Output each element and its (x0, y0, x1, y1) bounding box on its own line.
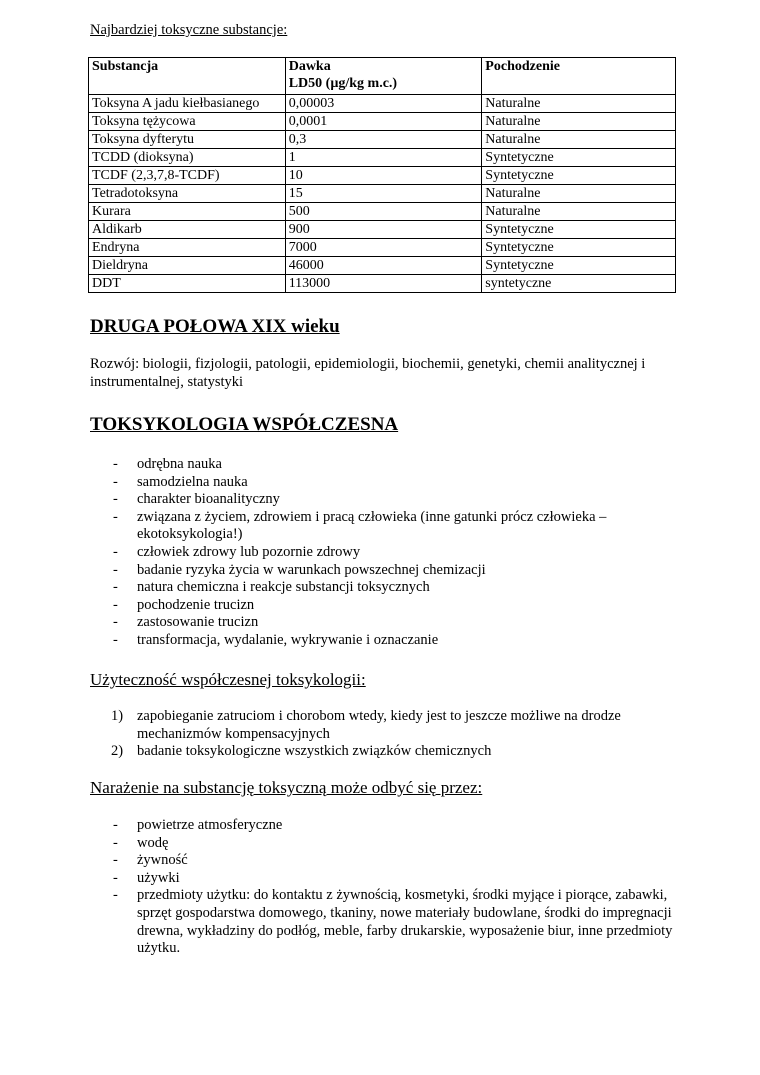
bullet-dash: - (113, 869, 118, 886)
section-heading-19th-century: DRUGA POŁOWA XIX wieku (90, 316, 340, 337)
table-row (89, 149, 676, 167)
list-item (113, 491, 677, 509)
header-dose-line2: LD50 (µg/kg m.c.) (288, 76, 398, 91)
table-row (89, 131, 676, 149)
list-item (113, 834, 682, 853)
header-dose-line1: Dawka (288, 59, 331, 74)
bullet-dash: - (113, 614, 118, 631)
cell-substance: Endryna (89, 239, 286, 257)
list-item-text: żywność (137, 852, 188, 869)
cell-substance: Kurara (89, 203, 286, 221)
section-heading-usefulness: Użyteczność współczesnej toksykologii: (90, 670, 366, 689)
numbered-item-text: badanie toksykologiczne wszystkich związków chemicznych (137, 743, 492, 760)
cell-substance: Toksyna A jadu kiełbasianego (89, 95, 286, 113)
bullet-dash: - (113, 596, 118, 613)
cell-dose: 46000 (285, 257, 482, 275)
exposure-list (113, 817, 682, 958)
development-paragraph: Rozwój: biologii, fizjologii, patologii, epidemiologii, biochemii, genetyki, chemii analitycznej i instrumentalnej, statystyki (90, 356, 646, 390)
list-item-text: samodzielna nauka (137, 473, 248, 490)
cell-origin: Naturalne (482, 203, 676, 221)
list-item (113, 817, 682, 835)
cell-origin: Naturalne (482, 131, 676, 149)
list-item-text: przedmioty użytku: do kontaktu z żywnością, kosmetyki, środki myjące i piorące, zabawki, sprzęt gospodarstwa domowego, tkaniny, nowe materiały budowlane, środki do impregnacji drewna, wykładziny do podłóg, meble, farby drukarskie, wyposażenie biur, inne przedmioty użytku. (137, 887, 673, 957)
list-item-text: pochodzenie trucizn (137, 596, 255, 613)
header-dose (285, 58, 482, 95)
cell-origin: Syntetyczne (482, 167, 676, 185)
table-header-row (89, 58, 676, 95)
bullet-dash: - (113, 834, 118, 851)
bullet-dash: - (113, 852, 118, 869)
table-row (89, 239, 676, 257)
item-number: 2) (111, 743, 124, 760)
cell-origin: Syntetyczne (482, 257, 676, 275)
list-item (113, 631, 677, 650)
bullet-dash: - (113, 491, 118, 508)
cell-origin: syntetyczne (482, 275, 676, 293)
list-item-text: związana z życiem, zdrowiem i pracą człowieka (inne gatunki prócz człowieka – ekotoksykologia!) (137, 508, 607, 543)
list-item (113, 852, 682, 870)
list-item (113, 543, 677, 562)
bullet-dash: - (113, 887, 118, 904)
list-item-text: transformacja, wydalanie, wykrywanie i oznaczanie (137, 631, 439, 648)
cell-dose: 7000 (285, 239, 482, 257)
cell-origin: Naturalne (482, 185, 676, 203)
numbered-item-text: zapobieganie zatruciom i chorobom wtedy, kiedy jest to jeszcze możliwe na drodze mechanizmów kompensacyjnych (137, 708, 621, 742)
bullet-dash: - (113, 561, 118, 578)
cell-dose: 500 (285, 203, 482, 221)
cell-origin: Naturalne (482, 95, 676, 113)
cell-origin: Syntetyczne (482, 149, 676, 167)
cell-origin: Syntetyczne (482, 221, 676, 239)
table-row (89, 95, 676, 113)
list-item-text: zastosowanie trucizn (137, 614, 259, 631)
cell-origin: Syntetyczne (482, 239, 676, 257)
cell-substance: DDT (89, 275, 286, 293)
bullet-dash: - (113, 543, 118, 560)
modern-toxicology-list (113, 456, 677, 650)
header-substance: Substancja (89, 58, 286, 95)
cell-origin: Naturalne (482, 113, 676, 131)
list-item (113, 614, 677, 632)
list-item-text: charakter bioanalityczny (137, 491, 280, 508)
cell-substance: Tetradotoksyna (89, 185, 286, 203)
header-origin: Pochodzenie (482, 58, 676, 95)
table-row (89, 275, 676, 293)
list-item (113, 508, 677, 544)
table-row (89, 113, 676, 131)
bullet-dash: - (113, 473, 118, 490)
bullet-dash: - (113, 631, 118, 648)
cell-substance: Aldikarb (89, 221, 286, 239)
list-item (113, 579, 677, 597)
list-item (113, 596, 677, 615)
table-row (89, 167, 676, 185)
numbered-item (111, 743, 682, 761)
list-item (113, 869, 682, 888)
cell-dose: 0,00003 (285, 95, 482, 113)
list-item-text: używki (137, 869, 180, 886)
list-item-text: odrębna nauka (137, 456, 222, 472)
usefulness-list (111, 708, 682, 761)
table-row (89, 203, 676, 221)
section-heading-exposure: Narażenie na substancję toksyczną może odbyć się przez: (90, 778, 483, 797)
cell-dose: 0,3 (285, 131, 482, 149)
table-caption: Najbardziej toksyczne substancje: (90, 22, 288, 38)
list-item-text: natura chemiczna i reakcje substancji toksycznych (137, 579, 430, 596)
cell-substance: Toksyna tężycowa (89, 113, 286, 131)
cell-substance: TCDD (dioksyna) (89, 149, 286, 167)
bullet-dash: - (113, 579, 118, 596)
bullet-dash: - (113, 817, 118, 833)
list-item-text: człowiek zdrowy lub pozornie zdrowy (137, 543, 361, 560)
bullet-dash: - (113, 508, 118, 525)
cell-dose: 900 (285, 221, 482, 239)
cell-dose: 15 (285, 185, 482, 203)
cell-dose: 10 (285, 167, 482, 185)
section-heading-modern-toxicology: TOKSYKOLOGIA WSPÓŁCZESNA (90, 414, 399, 435)
list-item (113, 473, 677, 492)
cell-dose: 1 (285, 149, 482, 167)
table-row (89, 185, 676, 203)
list-item-text: badanie ryzyka życia w warunkach powszechnej chemizacji (137, 561, 486, 578)
list-item (113, 456, 677, 474)
numbered-item (111, 708, 682, 743)
list-item-text: powietrze atmosferyczne (137, 817, 283, 833)
cell-substance: Toksyna dyfterytu (89, 131, 286, 149)
cell-dose: 0,0001 (285, 113, 482, 131)
table-row (89, 221, 676, 239)
cell-substance: Dieldryna (89, 257, 286, 275)
cell-substance: TCDF (2,3,7,8-TCDF) (89, 167, 286, 185)
cell-dose: 113000 (285, 275, 482, 293)
item-number: 1) (111, 708, 124, 724)
bullet-dash: - (113, 456, 118, 472)
list-item (113, 887, 682, 957)
list-item (113, 561, 677, 580)
list-item-text: wodę (137, 834, 169, 851)
toxic-substances-table (88, 57, 676, 293)
table-row (89, 257, 676, 275)
